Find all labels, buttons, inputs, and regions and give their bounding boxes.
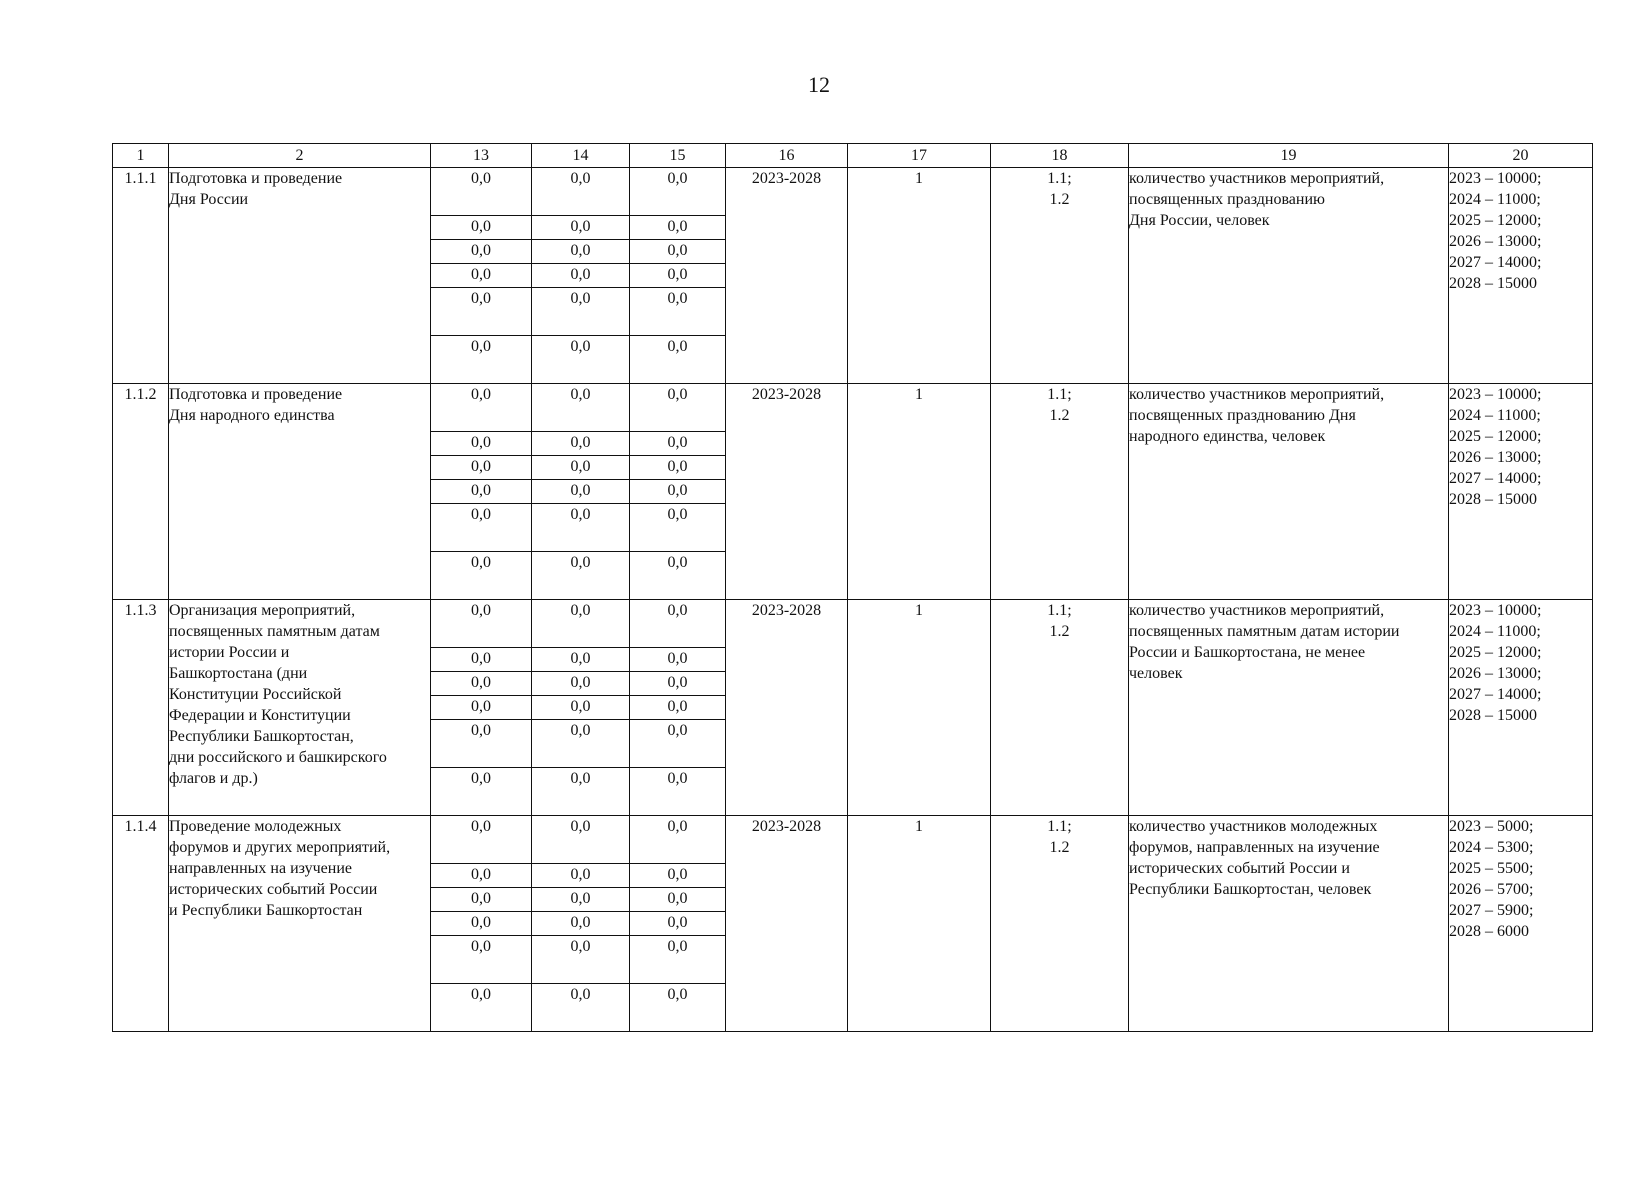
indicator (1129, 816, 1449, 1032)
indicator-value: 2027 – 5900; (1449, 902, 1534, 919)
item-name-line: направленных на изучение (169, 860, 353, 877)
indicator-values (1449, 384, 1593, 600)
financing-value: 0,0 (630, 288, 726, 336)
indicator-value: 2026 – 13000; (1449, 665, 1542, 682)
financing-value: 0,0 (630, 264, 726, 288)
target-ref: 1.1; (1047, 602, 1072, 619)
table-row (113, 816, 1593, 864)
indicator-line: России и Башкортостана, не менее (1129, 644, 1366, 661)
header-cell: 15 (630, 144, 726, 168)
financing-value: 0,0 (532, 912, 630, 936)
financing-value: 0,0 (532, 720, 630, 768)
header-row (113, 144, 1593, 168)
item-name-line: флагов и др.) (169, 770, 258, 787)
financing-value: 0,0 (532, 768, 630, 816)
header-cell: 17 (848, 144, 991, 168)
financing-value: 0,0 (431, 216, 532, 240)
item-name-line: Дня России (169, 191, 249, 208)
financing-value: 0,0 (630, 720, 726, 768)
item-name-line: Дня народного единства (169, 407, 335, 424)
indicator-value: 2024 – 11000; (1449, 623, 1541, 640)
indicator-value: 2026 – 13000; (1449, 449, 1542, 466)
indicator-value: 2024 – 11000; (1449, 407, 1541, 424)
financing-value: 0,0 (532, 216, 630, 240)
financing-value: 0,0 (532, 384, 630, 432)
financing-value: 0,0 (630, 984, 726, 1032)
indicator-value: 2023 – 10000; (1449, 602, 1542, 619)
indicator-values (1449, 816, 1593, 1032)
financing-value: 0,0 (630, 600, 726, 648)
item-code: 1.1.4 (113, 816, 169, 1032)
indicator-value: 2023 – 10000; (1449, 170, 1542, 187)
financing-value: 0,0 (630, 696, 726, 720)
financing-value: 0,0 (431, 264, 532, 288)
financing-value: 0,0 (532, 432, 630, 456)
indicator-line: человек (1129, 665, 1183, 682)
item-name-line: посвященных памятным датам (169, 623, 380, 640)
financing-value: 0,0 (431, 288, 532, 336)
financing-value: 0,0 (431, 600, 532, 648)
executor: 1 (848, 816, 991, 1032)
target-refs (991, 168, 1129, 384)
financing-value: 0,0 (532, 888, 630, 912)
financing-value: 0,0 (630, 336, 726, 384)
page-number: 12 (808, 72, 830, 97)
financing-value: 0,0 (431, 552, 532, 600)
indicator-line: количество участников мероприятий, (1129, 602, 1385, 619)
target-ref: 1.2 (1049, 407, 1070, 424)
financing-value: 0,0 (431, 888, 532, 912)
indicator-values (1449, 168, 1593, 384)
financing-value: 0,0 (630, 672, 726, 696)
table-row (113, 168, 1593, 216)
indicator-line: народного единства, человек (1129, 428, 1326, 445)
financing-value: 0,0 (532, 456, 630, 480)
financing-value: 0,0 (532, 864, 630, 888)
item-name-line: Федерации и Конституции (169, 707, 351, 724)
indicator-value: 2028 – 15000 (1449, 707, 1537, 724)
indicator-value: 2025 – 12000; (1449, 212, 1542, 229)
financing-value: 0,0 (630, 456, 726, 480)
indicator-value: 2024 – 5300; (1449, 839, 1534, 856)
item-name-line: Подготовка и проведение (169, 170, 343, 187)
header-cell: 1 (113, 144, 169, 168)
target-ref: 1.1; (1047, 818, 1072, 835)
financing-value: 0,0 (532, 336, 630, 384)
financing-value: 0,0 (431, 240, 532, 264)
financing-value: 0,0 (630, 384, 726, 432)
period: 2023-2028 (726, 384, 848, 600)
indicator-line: Республики Башкортостан, человек (1129, 881, 1372, 898)
header-cell: 18 (991, 144, 1129, 168)
header-cell: 14 (532, 144, 630, 168)
indicator-value: 2023 – 10000; (1449, 386, 1542, 403)
item-name-line: Конституции Российской (169, 686, 342, 703)
item-name-line: исторических событий России (169, 881, 378, 898)
financing-value: 0,0 (532, 936, 630, 984)
financing-value: 0,0 (532, 984, 630, 1032)
financing-value: 0,0 (431, 936, 532, 984)
target-refs (991, 816, 1129, 1032)
financing-value: 0,0 (532, 816, 630, 864)
indicator-line: форумов, направленных на изучение (1129, 839, 1380, 856)
financing-value: 0,0 (532, 696, 630, 720)
indicator-value: 2025 – 5500; (1449, 860, 1534, 877)
item-code: 1.1.2 (113, 384, 169, 600)
executor: 1 (848, 384, 991, 600)
item-name-line: Подготовка и проведение (169, 386, 343, 403)
executor: 1 (848, 600, 991, 816)
indicator-value: 2028 – 15000 (1449, 275, 1537, 292)
financing-value: 0,0 (431, 480, 532, 504)
financing-value: 0,0 (431, 456, 532, 480)
item-name (169, 600, 431, 816)
financing-value: 0,0 (532, 504, 630, 552)
financing-value: 0,0 (630, 816, 726, 864)
financing-value: 0,0 (630, 912, 726, 936)
indicator-value: 2028 – 15000 (1449, 491, 1537, 508)
financing-value: 0,0 (431, 696, 532, 720)
target-ref: 1.1; (1047, 386, 1072, 403)
header-cell: 20 (1449, 144, 1593, 168)
financing-value: 0,0 (630, 240, 726, 264)
financing-value: 0,0 (630, 216, 726, 240)
financing-value: 0,0 (630, 648, 726, 672)
item-name-line: истории России и (169, 644, 290, 661)
indicator-value: 2026 – 5700; (1449, 881, 1534, 898)
program-table (112, 143, 1593, 1032)
target-ref: 1.2 (1049, 191, 1070, 208)
financing-value: 0,0 (431, 336, 532, 384)
target-ref: 1.1; (1047, 170, 1072, 187)
indicator-line: посвященных празднованию (1129, 191, 1325, 208)
financing-value: 0,0 (630, 936, 726, 984)
indicator-value: 2027 – 14000; (1449, 254, 1542, 271)
indicator-line: Дня России, человек (1129, 212, 1270, 229)
financing-value: 0,0 (532, 648, 630, 672)
target-ref: 1.2 (1049, 839, 1070, 856)
indicator-value: 2026 – 13000; (1449, 233, 1542, 250)
financing-value: 0,0 (532, 600, 630, 648)
indicator-line: посвященных празднованию Дня (1129, 407, 1356, 424)
financing-value: 0,0 (532, 288, 630, 336)
item-name-line: форумов и других мероприятий, (169, 839, 391, 856)
financing-value: 0,0 (431, 648, 532, 672)
financing-value: 0,0 (532, 552, 630, 600)
financing-value: 0,0 (630, 168, 726, 216)
item-code: 1.1.1 (113, 168, 169, 384)
item-name-line: Башкортостана (дни (169, 665, 308, 682)
financing-value: 0,0 (431, 984, 532, 1032)
indicator (1129, 168, 1449, 384)
indicator-line: исторических событий России и (1129, 860, 1350, 877)
item-name (169, 168, 431, 384)
item-name-line: и Республики Башкортостан (169, 902, 363, 919)
table-row (113, 384, 1593, 432)
financing-value: 0,0 (630, 480, 726, 504)
financing-value: 0,0 (630, 552, 726, 600)
financing-value: 0,0 (630, 864, 726, 888)
financing-value: 0,0 (630, 504, 726, 552)
indicator-line: посвященных памятным датам истории (1129, 623, 1400, 640)
item-code: 1.1.3 (113, 600, 169, 816)
item-name-line: дни российского и башкирского (169, 749, 387, 766)
financing-value: 0,0 (532, 168, 630, 216)
indicator-values (1449, 600, 1593, 816)
financing-value: 0,0 (431, 720, 532, 768)
financing-value: 0,0 (431, 768, 532, 816)
header-cell: 16 (726, 144, 848, 168)
financing-value: 0,0 (431, 864, 532, 888)
financing-value: 0,0 (630, 888, 726, 912)
indicator-line: количество участников мероприятий, (1129, 170, 1385, 187)
indicator-value: 2027 – 14000; (1449, 470, 1542, 487)
header-cell: 13 (431, 144, 532, 168)
indicator-value: 2025 – 12000; (1449, 644, 1542, 661)
item-name-line: Организация мероприятий, (169, 602, 356, 619)
item-name (169, 816, 431, 1032)
financing-value: 0,0 (532, 264, 630, 288)
period: 2023-2028 (726, 168, 848, 384)
indicator-line: количество участников молодежных (1129, 818, 1378, 835)
financing-value: 0,0 (532, 480, 630, 504)
financing-value: 0,0 (431, 432, 532, 456)
financing-value: 0,0 (532, 672, 630, 696)
financing-value: 0,0 (431, 504, 532, 552)
financing-value: 0,0 (532, 240, 630, 264)
indicator (1129, 384, 1449, 600)
financing-value: 0,0 (431, 672, 532, 696)
item-name-line: Проведение молодежных (169, 818, 342, 835)
indicator-value: 2028 – 6000 (1449, 923, 1529, 940)
header-cell: 19 (1129, 144, 1449, 168)
header-cell: 2 (169, 144, 431, 168)
financing-value: 0,0 (431, 912, 532, 936)
indicator (1129, 600, 1449, 816)
item-name (169, 384, 431, 600)
financing-value: 0,0 (431, 168, 532, 216)
period: 2023-2028 (726, 600, 848, 816)
financing-value: 0,0 (630, 768, 726, 816)
target-refs (991, 600, 1129, 816)
target-ref: 1.2 (1049, 623, 1070, 640)
financing-value: 0,0 (630, 432, 726, 456)
indicator-value: 2023 – 5000; (1449, 818, 1534, 835)
financing-value: 0,0 (431, 384, 532, 432)
period: 2023-2028 (726, 816, 848, 1032)
indicator-value: 2024 – 11000; (1449, 191, 1541, 208)
table-row (113, 600, 1593, 648)
executor: 1 (848, 168, 991, 384)
indicator-line: количество участников мероприятий, (1129, 386, 1385, 403)
indicator-value: 2025 – 12000; (1449, 428, 1542, 445)
financing-value: 0,0 (431, 816, 532, 864)
item-name-line: Республики Башкортостан, (169, 728, 354, 745)
target-refs (991, 384, 1129, 600)
indicator-value: 2027 – 14000; (1449, 686, 1542, 703)
